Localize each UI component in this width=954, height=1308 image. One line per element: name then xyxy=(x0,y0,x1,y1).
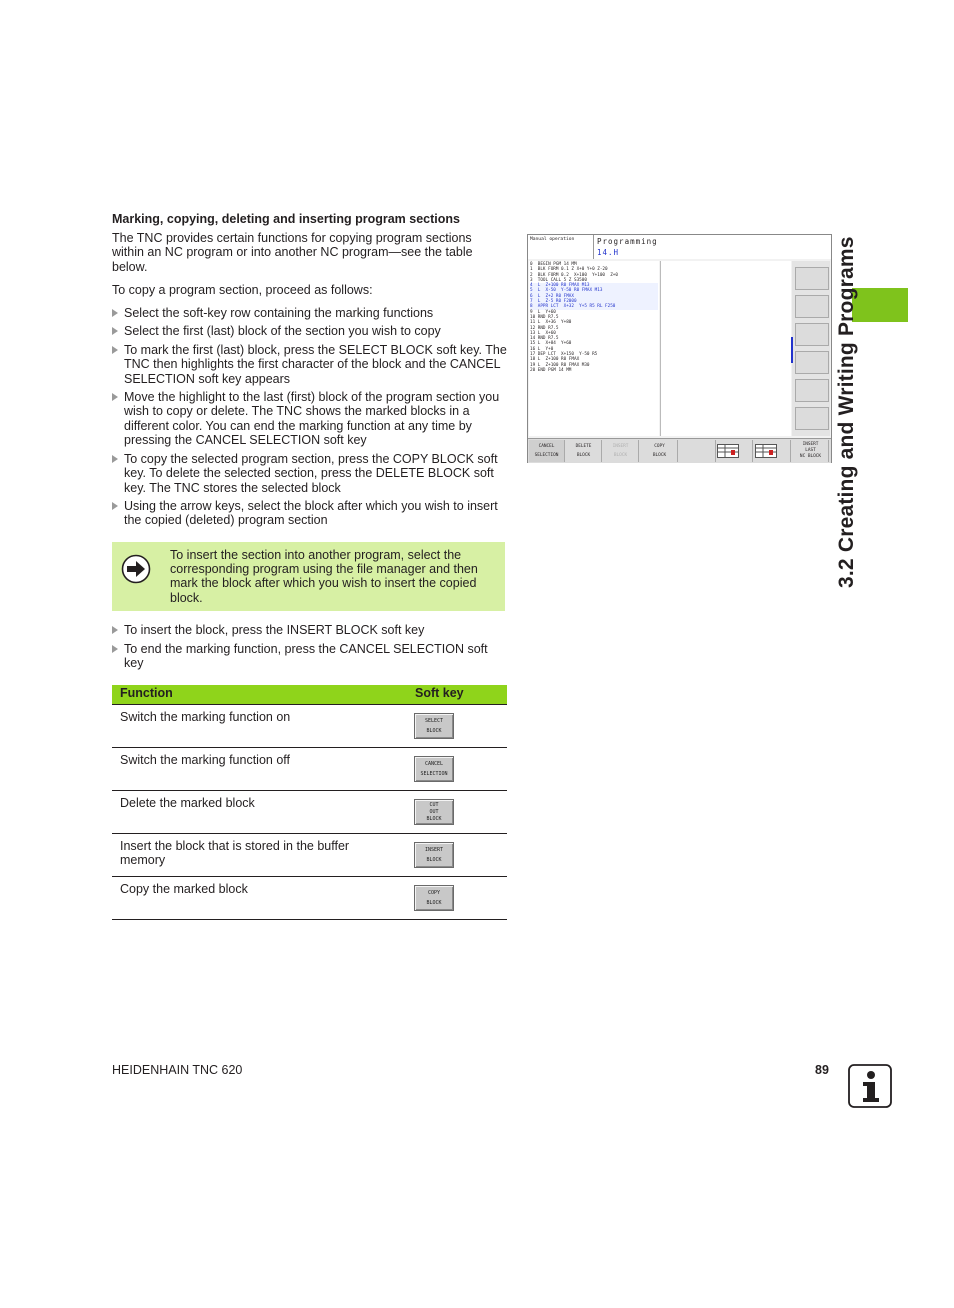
program-line: 15 L X+84 Y+60 xyxy=(530,341,572,347)
copy-block-screen-softkey[interactable]: COPY BLOCK xyxy=(642,440,678,462)
step-item: Move the highlight to the last (first) block of the program section you wish to copy or delete. The TNC shows the marked blocks in a different color. You can end the marking function at any time by pressing the CANCEL SELECTION soft key xyxy=(112,390,507,448)
vertical-softkey[interactable] xyxy=(795,379,829,402)
note-text: To insert the section into another program, select the corresponding program using the file manager and then mark the block after which you wish to insert the copied block. xyxy=(170,548,478,605)
programming-mode-label: Programming xyxy=(597,237,658,246)
delete-block-screen-softkey[interactable]: DELETE BLOCK xyxy=(566,440,602,462)
vertical-softkey[interactable] xyxy=(795,267,829,290)
intro-paragraph: The TNC provides certain functions for copying program sections within an NC program or into another NC program—see the table below. xyxy=(112,231,473,274)
cancel-selection-softkey[interactable]: CANCEL SELECTION xyxy=(414,756,454,782)
bullet-arrow-icon xyxy=(112,393,118,401)
table-row xyxy=(112,705,507,748)
vertical-softkey[interactable] xyxy=(795,407,829,430)
scroll-indicator xyxy=(791,337,793,363)
select-block-softkey[interactable]: SELECT BLOCK xyxy=(414,713,454,739)
program-line: 17 DEP LCT X+150 Y-50 R5 xyxy=(530,352,598,358)
step-item: To end the marking function, press the CANCEL SELECTION soft key xyxy=(112,642,507,671)
softkey-table xyxy=(112,685,507,920)
graphics-area xyxy=(660,261,791,436)
program-line: 20 END PGM 14 MM xyxy=(530,367,572,373)
chapter-tab-title: 3.2 Creating and Writing Programs xyxy=(835,236,858,588)
vertical-softkey[interactable] xyxy=(795,295,829,318)
program-line-marked: 5 L X-50 Y-50 R0 FMAX M13 xyxy=(530,288,658,293)
program-line: 2 BLK FORM 0.2 X+100 Y+100 Z+0 xyxy=(530,272,618,278)
vertical-softkey-bar xyxy=(792,261,830,436)
machine-mode-label: Manual operation xyxy=(528,235,594,259)
program-line: 11 L X+36 Y+80 xyxy=(530,320,572,326)
function-cell: Delete the marked block xyxy=(120,796,255,810)
program-line-marked: 8 APPR LCT X+32 Y+5 R5 RL F250 xyxy=(530,304,658,309)
program-line: 10 RND R7.5 xyxy=(530,314,559,320)
program-line: 9 L Y+60 xyxy=(530,309,556,315)
program-line: 12 RND R7.5 xyxy=(530,325,559,331)
bullet-arrow-icon xyxy=(112,645,118,653)
program-line: 14 RND R7.5 xyxy=(530,336,559,342)
vertical-softkey[interactable] xyxy=(795,351,829,374)
footer-product: HEIDENHAIN TNC 620 xyxy=(112,1063,243,1077)
table-row xyxy=(112,877,507,920)
table-row xyxy=(112,834,507,877)
program-line: 3 TOOL CALL 5 Z S3500 xyxy=(530,277,587,283)
table-row xyxy=(112,748,507,791)
cancel-selection-screen-softkey[interactable]: CANCEL SELECTION xyxy=(529,440,565,462)
procedure-intro: To copy a program section, proceed as follows: xyxy=(112,283,373,297)
program-line: 1 BLK FORM 0.1 Z X+0 Y+0 Z-20 xyxy=(530,267,608,273)
step-item: Select the soft-key row containing the marking functions xyxy=(112,306,507,320)
program-line: 16 L Y+0 xyxy=(530,346,554,352)
program-line-marked: 4 L Z+100 R0 FMAX M13 xyxy=(530,283,658,288)
cut-out-block-softkey[interactable]: CUT OUT BLOCK xyxy=(414,799,454,825)
program-line-marked: 6 L Z+2 R0 FMAX xyxy=(530,294,658,299)
bullet-arrow-icon xyxy=(112,455,118,463)
table-icon xyxy=(717,444,739,458)
table-view-icon[interactable] xyxy=(717,440,753,462)
program-listing xyxy=(529,261,659,436)
table-header xyxy=(112,685,507,705)
insert-block-screen-softkey[interactable]: INSERT BLOCK xyxy=(603,440,639,462)
programming-mode-header xyxy=(594,235,831,259)
horizontal-softkey-bar xyxy=(528,438,831,463)
program-line-marked: 7 L Z-5 R0 F2000 xyxy=(530,299,658,304)
bullet-arrow-icon xyxy=(112,327,118,335)
note-box xyxy=(112,542,505,611)
bullet-arrow-icon xyxy=(112,502,118,510)
chapter-tab-marker xyxy=(852,288,908,322)
vertical-softkey[interactable] xyxy=(795,323,829,346)
table-row xyxy=(112,791,507,834)
program-file-name: 14.H xyxy=(597,248,620,257)
bullet-arrow-icon xyxy=(112,309,118,317)
bullet-arrow-icon xyxy=(112,626,118,634)
column-header-softkey: Soft key xyxy=(415,686,464,700)
table-icon xyxy=(755,444,777,458)
arrow-right-icon xyxy=(121,554,151,584)
program-line: 19 L Z+100 R0 FMAX M30 xyxy=(530,362,590,368)
function-cell: Insert the block that is stored in the buffer memory xyxy=(120,839,350,868)
program-line: 13 L X+60 xyxy=(530,330,556,336)
step-item: To mark the first (last) block, press the SELECT BLOCK soft key. The TNC then highlights the first character of the block and the CANCEL SELECTION soft key appears xyxy=(112,343,507,386)
program-line: 0 BEGIN PGM 14 MM xyxy=(530,262,577,267)
function-cell: Switch the marking function on xyxy=(120,710,291,724)
program-line: 18 L Z+100 R0 FMAX xyxy=(530,357,580,363)
function-cell: Switch the marking function off xyxy=(120,753,290,767)
function-cell: Copy the marked block xyxy=(120,882,248,896)
info-icon xyxy=(848,1064,892,1108)
page-number: 89 xyxy=(815,1063,829,1077)
copy-block-softkey[interactable]: COPY BLOCK xyxy=(414,885,454,911)
step-item: Using the arrow keys, select the block after which you wish to insert the copied (deleted) program section xyxy=(112,499,507,528)
tnc-screenshot xyxy=(527,234,832,463)
step-item: To insert the block, press the INSERT BLOCK soft key xyxy=(112,623,507,637)
empty-screen-softkey[interactable] xyxy=(680,440,716,462)
step-item: Select the first (last) block of the section you wish to copy xyxy=(112,324,507,338)
table-view-icon[interactable] xyxy=(755,440,791,462)
bullet-arrow-icon xyxy=(112,346,118,354)
insert-block-softkey[interactable]: INSERT BLOCK xyxy=(414,842,454,868)
section-title: Marking, copying, deleting and inserting program sections xyxy=(112,212,460,226)
step-item: To copy the selected program section, press the COPY BLOCK soft key. To delete the selected section, press the DELETE BLOCK soft key. The TNC stores the selected block xyxy=(112,452,507,495)
insert-last-nc-block-screen-softkey[interactable]: INSERT LAST NC BLOCK xyxy=(793,440,829,462)
column-header-function: Function xyxy=(120,686,173,700)
